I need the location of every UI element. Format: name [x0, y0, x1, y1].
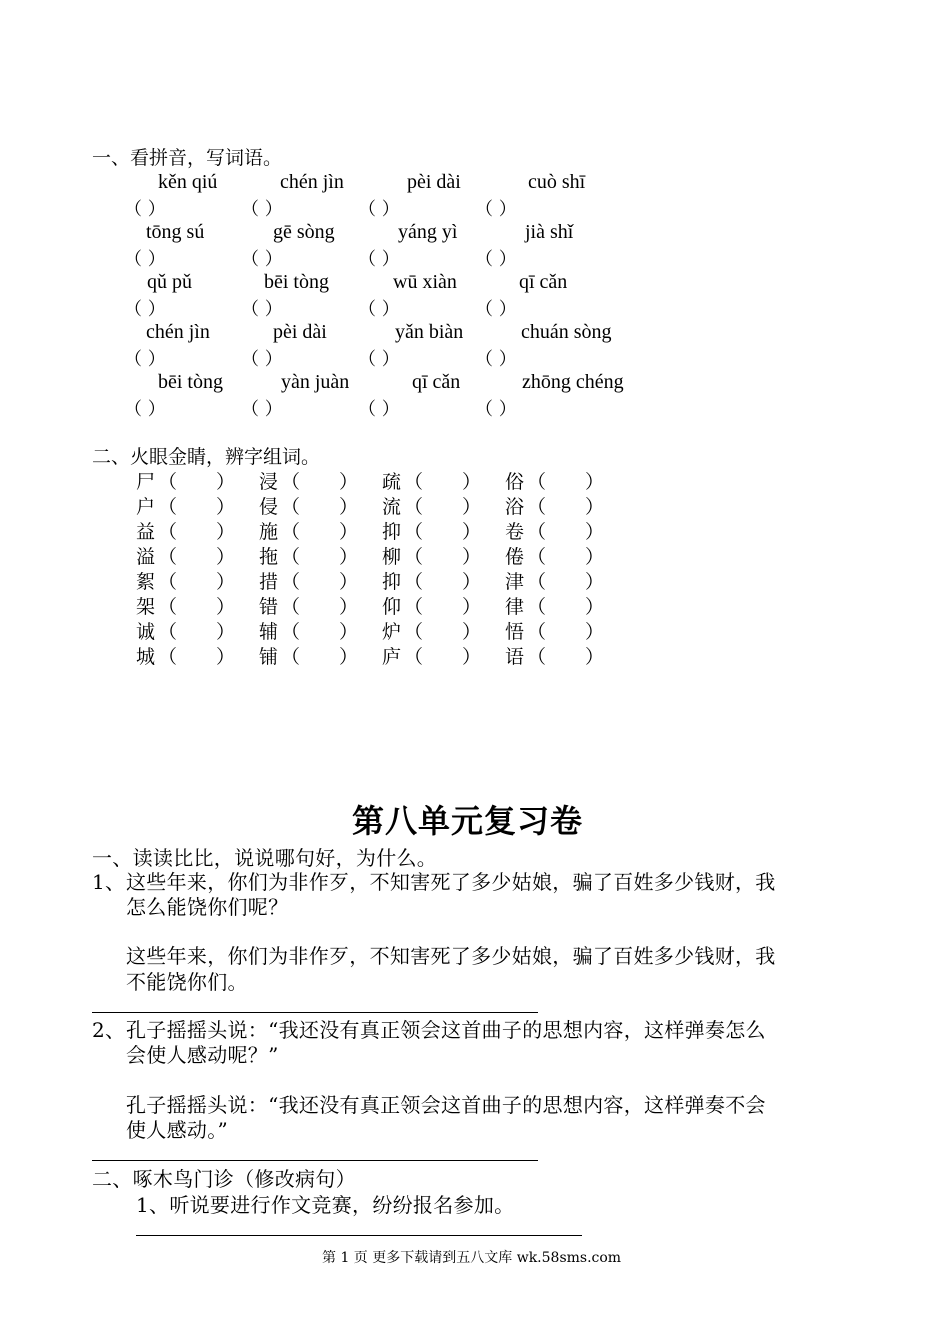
- paren-close[interactable]: ）: [216, 471, 236, 493]
- char-item: 律: [505, 596, 525, 618]
- pinyin-word: qǔ pǔ: [147, 271, 192, 293]
- answer-blank[interactable]: （ ）: [475, 249, 517, 270]
- part2-item1-answer-line[interactable]: [136, 1235, 582, 1236]
- pinyin-word: chén jìn: [280, 171, 344, 193]
- paren-open[interactable]: （: [158, 471, 178, 493]
- paren-open[interactable]: （: [527, 571, 547, 593]
- paren-open[interactable]: （: [281, 596, 301, 618]
- paren-open[interactable]: （: [281, 546, 301, 568]
- char-item: 益: [136, 521, 156, 543]
- q2-sentence-a-line2: 会使人感动呢？”: [126, 1043, 279, 1067]
- char-item: 语: [505, 646, 525, 668]
- pinyin-word: yàn juàn: [281, 371, 350, 393]
- char-item: 津: [505, 571, 525, 593]
- paren-open[interactable]: （: [281, 521, 301, 543]
- q2-answer-line[interactable]: [92, 1160, 538, 1161]
- char-item: 浸: [259, 471, 279, 493]
- unit-title: 第八单元复习卷: [352, 802, 584, 840]
- char-item: 错: [259, 596, 279, 618]
- char-item: 疏: [382, 471, 402, 493]
- char-item: 诚: [136, 621, 156, 643]
- paren-open[interactable]: （: [158, 496, 178, 518]
- paren-open[interactable]: （: [281, 646, 301, 668]
- char-item: 悟: [505, 621, 525, 643]
- pinyin-word: bēi tòng: [264, 271, 329, 293]
- answer-blank[interactable]: （ ）: [124, 399, 166, 420]
- q1-sentence-a-line1: 这些年来，你们为非作歹，不知害死了多少姑娘，骗了百姓多少钱财，我: [126, 870, 776, 894]
- paren-close[interactable]: ）: [462, 596, 482, 618]
- pinyin-word: yǎn biàn: [395, 321, 464, 343]
- pinyin-word: chén jìn: [146, 321, 210, 343]
- paren-close[interactable]: ）: [462, 496, 482, 518]
- pinyin-word: wū xiàn: [393, 271, 457, 293]
- pinyin-word: chuán sòng: [521, 321, 612, 343]
- paren-open[interactable]: （: [281, 471, 301, 493]
- paren-close[interactable]: ）: [462, 471, 482, 493]
- char-item: 抑: [382, 571, 402, 593]
- paren-close[interactable]: ）: [585, 521, 605, 543]
- answer-blank[interactable]: （ ）: [124, 249, 166, 270]
- paren-open[interactable]: （: [158, 596, 178, 618]
- paren-close[interactable]: ）: [462, 646, 482, 668]
- char-item: 流: [382, 496, 402, 518]
- paren-close[interactable]: ）: [585, 546, 605, 568]
- section1-heading: 一、看拼音，写词语。: [92, 147, 283, 169]
- paren-close[interactable]: ）: [339, 546, 359, 568]
- char-item: 尸: [136, 471, 156, 493]
- paren-close[interactable]: ）: [462, 621, 482, 643]
- page-footer: 第 1 页 更多下载请到五八文库 wk.58sms.com: [322, 1250, 622, 1266]
- section2-heading: 二、火眼金睛，辨字组词。: [92, 446, 321, 468]
- pinyin-word: yáng yì: [398, 221, 458, 243]
- char-item: 炉: [382, 621, 402, 643]
- paren-close[interactable]: ）: [585, 596, 605, 618]
- char-item: 施: [259, 521, 279, 543]
- q1-sentence-b-line2: 不能饶你们。: [126, 970, 248, 994]
- answer-blank[interactable]: （ ）: [241, 249, 283, 270]
- answer-blank[interactable]: （ ）: [358, 299, 400, 320]
- answer-blank[interactable]: （ ）: [358, 399, 400, 420]
- char-item: 城: [136, 646, 156, 668]
- answer-blank[interactable]: （ ）: [241, 349, 283, 370]
- paren-open[interactable]: （: [527, 496, 547, 518]
- pinyin-word: qī cǎn: [412, 371, 461, 393]
- paren-close[interactable]: ）: [339, 621, 359, 643]
- paren-open[interactable]: （: [158, 646, 178, 668]
- paren-open[interactable]: （: [527, 546, 547, 568]
- char-item: 溢: [136, 546, 156, 568]
- pinyin-word: gē sòng: [273, 221, 335, 243]
- answer-blank[interactable]: （ ）: [358, 249, 400, 270]
- answer-blank[interactable]: （ ）: [241, 199, 283, 220]
- answer-blank[interactable]: （ ）: [358, 199, 400, 220]
- pinyin-word: zhōng chéng: [522, 371, 624, 393]
- paren-open[interactable]: （: [527, 621, 547, 643]
- paren-open[interactable]: （: [527, 521, 547, 543]
- part2-item1: 1、听说要进行作文竞赛，纷纷报名参加。: [136, 1193, 515, 1217]
- char-item: 倦: [505, 546, 525, 568]
- answer-blank[interactable]: （ ）: [124, 199, 166, 220]
- paren-close[interactable]: ）: [216, 496, 236, 518]
- paren-open[interactable]: （: [404, 471, 424, 493]
- paren-open[interactable]: （: [404, 521, 424, 543]
- q2-sentence-b-line1: 孔子摇摇头说：“我还没有真正领会这首曲子的思想内容，这样弹奏不会: [126, 1093, 766, 1117]
- answer-blank[interactable]: （ ）: [475, 399, 517, 420]
- paren-open[interactable]: （: [404, 546, 424, 568]
- paren-open[interactable]: （: [281, 621, 301, 643]
- paren-close[interactable]: ）: [339, 471, 359, 493]
- answer-blank[interactable]: （ ）: [241, 299, 283, 320]
- paren-open[interactable]: （: [527, 596, 547, 618]
- paren-open[interactable]: （: [158, 546, 178, 568]
- paren-open[interactable]: （: [158, 571, 178, 593]
- paren-close[interactable]: ）: [462, 521, 482, 543]
- char-item: 措: [259, 571, 279, 593]
- part1-heading: 一、读读比比，说说哪句好，为什么。: [92, 846, 438, 870]
- answer-blank[interactable]: （ ）: [475, 199, 517, 220]
- pinyin-word: jià shǐ: [525, 221, 574, 243]
- paren-close[interactable]: ）: [216, 646, 236, 668]
- paren-close[interactable]: ）: [216, 546, 236, 568]
- pinyin-word: qī cǎn: [519, 271, 568, 293]
- paren-open[interactable]: （: [527, 646, 547, 668]
- char-item: 侵: [259, 496, 279, 518]
- paren-open[interactable]: （: [281, 571, 301, 593]
- paren-close[interactable]: ）: [585, 496, 605, 518]
- paren-close[interactable]: ）: [216, 521, 236, 543]
- paren-open[interactable]: （: [158, 521, 178, 543]
- paren-open[interactable]: （: [404, 621, 424, 643]
- q2-sentence-b-line2: 使人感动。”: [126, 1118, 229, 1142]
- char-item: 柳: [382, 546, 402, 568]
- paren-close[interactable]: ）: [216, 571, 236, 593]
- char-item: 拖: [259, 546, 279, 568]
- char-item: 架: [136, 596, 156, 618]
- paren-close[interactable]: ）: [339, 571, 359, 593]
- pinyin-word: pèi dài: [407, 171, 461, 193]
- q1-number: 1、: [92, 870, 126, 894]
- paren-close[interactable]: ）: [339, 646, 359, 668]
- char-item: 抑: [382, 521, 402, 543]
- paren-close[interactable]: ）: [585, 646, 605, 668]
- paren-close[interactable]: ）: [462, 571, 482, 593]
- char-item: 絮: [136, 571, 156, 593]
- answer-blank[interactable]: （ ）: [358, 349, 400, 370]
- paren-close[interactable]: ）: [339, 496, 359, 518]
- pinyin-word: kěn qiú: [158, 171, 218, 193]
- char-item: 仰: [382, 596, 402, 618]
- paren-close[interactable]: ）: [339, 521, 359, 543]
- answer-blank[interactable]: （ ）: [241, 399, 283, 420]
- char-item: 庐: [382, 646, 402, 668]
- answer-blank[interactable]: （ ）: [124, 349, 166, 370]
- paren-open[interactable]: （: [404, 646, 424, 668]
- paren-close[interactable]: ）: [585, 571, 605, 593]
- paren-close[interactable]: ）: [339, 596, 359, 618]
- pinyin-word: pèi dài: [273, 321, 327, 343]
- paren-open[interactable]: （: [527, 471, 547, 493]
- q1-sentence-b-line1: 这些年来，你们为非作歹，不知害死了多少姑娘，骗了百姓多少钱财，我: [126, 944, 776, 968]
- char-item: 卷: [505, 521, 525, 543]
- pinyin-word: bēi tòng: [158, 371, 223, 393]
- part2-heading: 二、啄木鸟门诊（修改病句）: [92, 1167, 356, 1191]
- paren-open[interactable]: （: [404, 571, 424, 593]
- paren-open[interactable]: （: [158, 621, 178, 643]
- q2-number: 2、: [92, 1018, 126, 1042]
- q1-answer-line[interactable]: [92, 1012, 538, 1013]
- char-item: 铺: [259, 646, 279, 668]
- q1-sentence-a-line2: 怎么能饶你们呢？: [126, 895, 289, 919]
- paren-close[interactable]: ）: [585, 621, 605, 643]
- char-item: 辅: [259, 621, 279, 643]
- char-item: 俗: [505, 471, 525, 493]
- paren-close[interactable]: ）: [585, 471, 605, 493]
- pinyin-word: tōng sú: [146, 221, 205, 243]
- answer-blank[interactable]: （ ）: [475, 349, 517, 370]
- paren-open[interactable]: （: [404, 496, 424, 518]
- answer-blank[interactable]: （ ）: [124, 299, 166, 320]
- q2-sentence-a-line1: 孔子摇摇头说：“我还没有真正领会这首曲子的思想内容，这样弹奏怎么: [126, 1018, 766, 1042]
- paren-close[interactable]: ）: [462, 546, 482, 568]
- paren-open[interactable]: （: [404, 596, 424, 618]
- paren-close[interactable]: ）: [216, 621, 236, 643]
- char-item: 户: [136, 496, 156, 518]
- paren-close[interactable]: ）: [216, 596, 236, 618]
- paren-open[interactable]: （: [281, 496, 301, 518]
- char-item: 浴: [505, 496, 525, 518]
- pinyin-word: cuò shī: [528, 171, 586, 193]
- answer-blank[interactable]: （ ）: [475, 299, 517, 320]
